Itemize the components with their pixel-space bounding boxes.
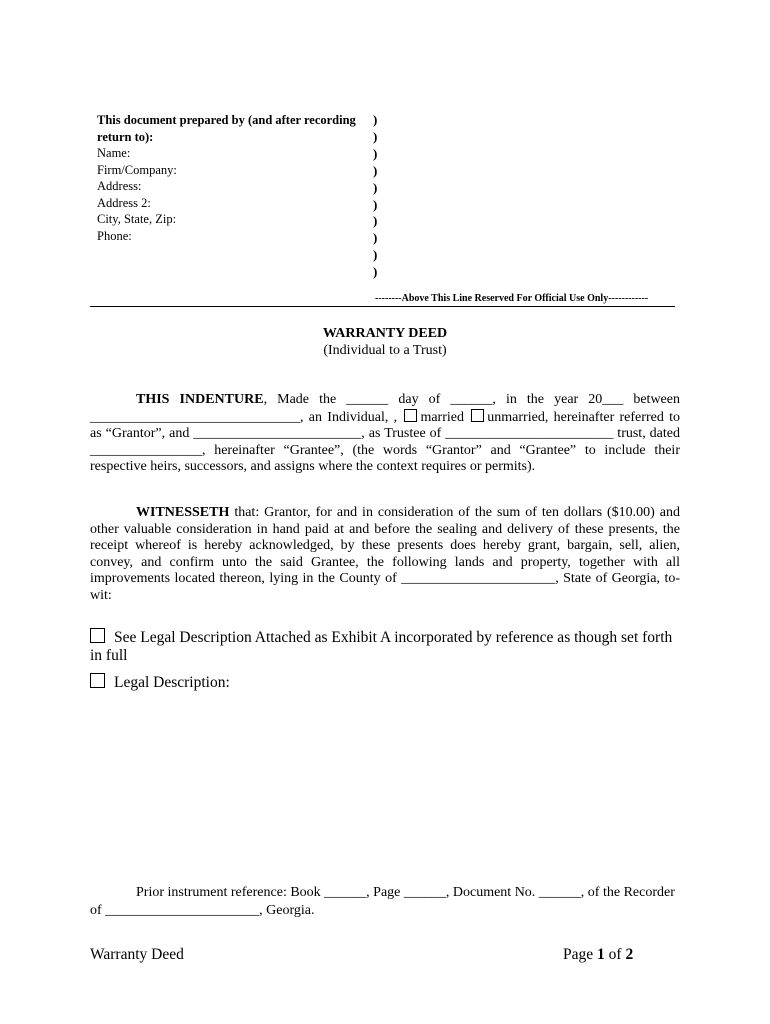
paren: ) (373, 145, 378, 161)
prior-instrument-reference (90, 884, 680, 920)
witnesseth-paragraph (90, 505, 680, 604)
document-title: WARRANTY DEED (322, 326, 448, 341)
city-state-zip-label: City, State, Zip: (97, 212, 177, 226)
unmarried-checkbox[interactable] (471, 409, 484, 422)
footer-page-number (563, 946, 633, 964)
document-subtitle: (Individual to a Trust) (323, 343, 447, 358)
legal-description-option (90, 673, 685, 692)
witnesseth-text: that: Grantor, for and in consideration of the sum of ten dollars ($10.00) and other valuable consideration in hand paid at and before the sealing and delivery of these presents, the receipt whereof is hereby acknowledged, by these presents does hereby grant, bargain, sell, alien, convey, and confirm unto the said Grantee, the following lands and property, together with all improvements located thereon, lying in the County of ______________________, State of Georgia, to-wit: (90, 505, 680, 603)
paren: ) (373, 162, 378, 178)
paren: ) (373, 128, 378, 144)
prepared-by-heading: This document prepared by (and after recording return to): (97, 113, 356, 144)
paren: ) (373, 179, 378, 195)
footer-document-name: Warranty Deed (90, 946, 184, 963)
paren: ) (373, 213, 378, 229)
horizontal-rule (90, 306, 675, 307)
indenture-lead: THIS INDENTURE (136, 392, 264, 407)
exhibit-a-checkbox[interactable] (90, 628, 105, 643)
married-label: married (420, 409, 464, 425)
prior-reference-text: Prior instrument reference: Book ______, Page ______, Document No. ______, of the Recorder of ______________________, Georgia. (90, 885, 675, 918)
reserved-line-text: --------Above This Line Reserved For Official Use Only------------ (375, 293, 649, 304)
page-word: Page (563, 946, 594, 963)
paren: ) (373, 230, 378, 246)
name-label: Name: (97, 146, 131, 160)
exhibit-a-option (90, 628, 685, 665)
phone-label: Phone: (97, 228, 132, 243)
address-label: Address: (97, 179, 142, 193)
page-num: 1 (597, 946, 605, 963)
address2-label: Address 2: (97, 195, 151, 210)
of-word: of (608, 946, 622, 963)
exhibit-a-label: See Legal Description Attached as Exhibit A incorporated by reference as though set forth in full (90, 629, 673, 664)
paren: ) (373, 196, 378, 212)
witnesseth-lead: WITNESSETH (136, 505, 230, 520)
paren: ) (373, 247, 378, 263)
legal-description-label: Legal Description: (114, 674, 230, 691)
indenture-paragraph (90, 392, 680, 476)
legal-description-checkbox[interactable] (90, 673, 105, 688)
paren-column (373, 112, 377, 281)
firm-label: Firm/Company: (97, 162, 177, 177)
indenture-text-2: unmarried, hereinafter referred to as “Grantor”, and ________________________, as Trustee of ________________________ trust, dated ________________, hereinafter “Grantee”, (the words “Grantor” and “Grantee” to include their respective heirs, successors, and assigns where the context requires or permits). (90, 409, 680, 474)
paren: ) (373, 264, 378, 280)
married-checkbox[interactable] (404, 409, 417, 422)
paren: ) (373, 112, 378, 127)
prepared-by-block (97, 112, 367, 244)
indenture-text-1: , Made the ______ day of ______, in the year 20___ between ______________________________, an Individual, , (90, 392, 680, 425)
page-total: 2 (625, 946, 634, 963)
